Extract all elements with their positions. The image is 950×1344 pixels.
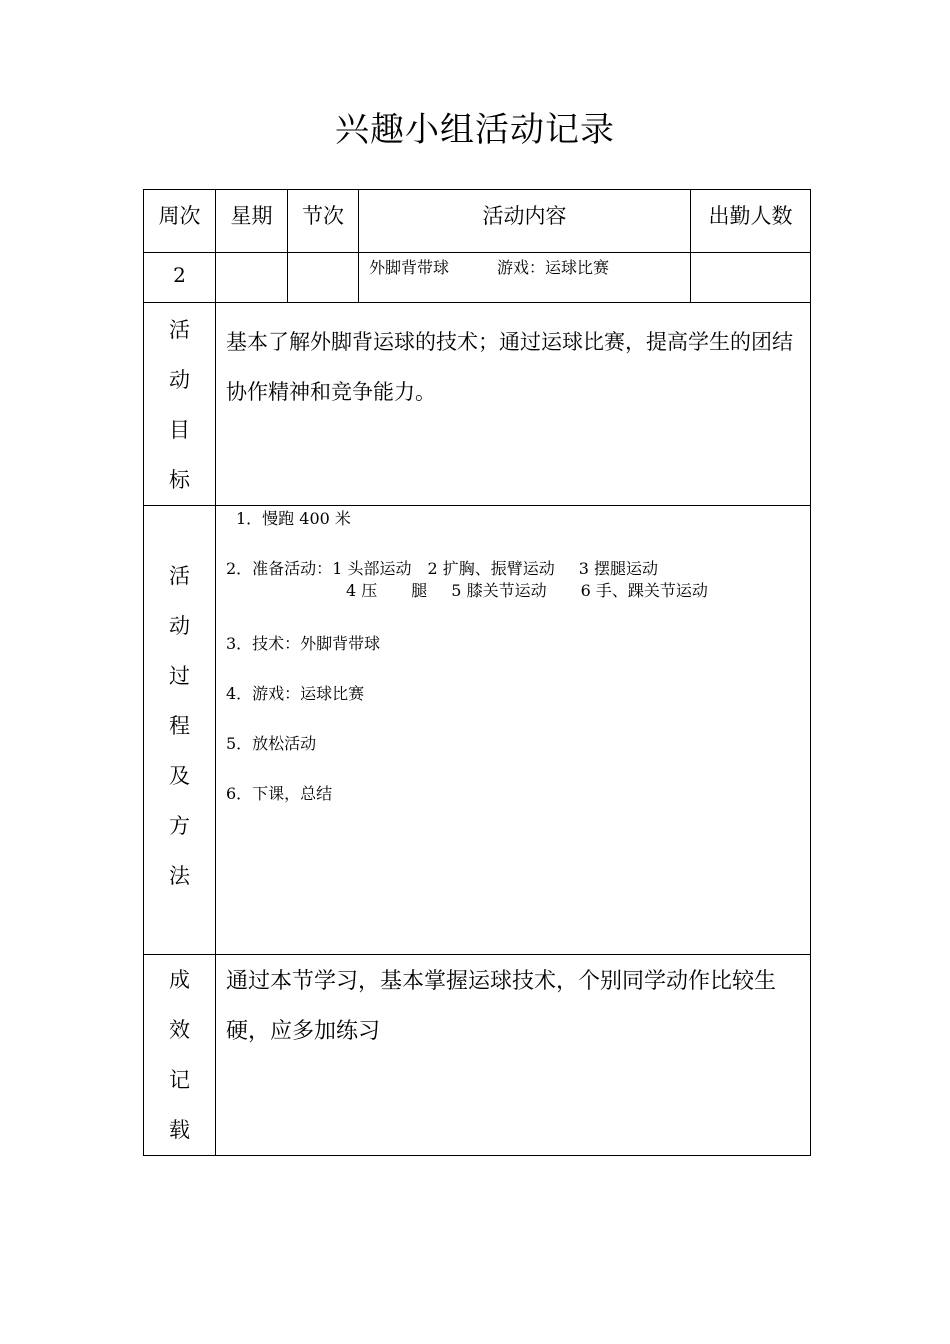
process-step-1: 1．慢跑 400 米 xyxy=(236,509,351,528)
activity-record-table xyxy=(143,189,811,1156)
content-value xyxy=(359,253,691,303)
header-content: 活动内容 xyxy=(359,190,691,253)
process-row xyxy=(144,506,811,955)
result-text: 通过本节学习，基本掌握运球技术，个别同学动作比较生硬，应多加练习 xyxy=(216,955,811,1156)
process-text xyxy=(216,506,811,955)
content-part2: 游戏：运球比赛 xyxy=(497,258,610,277)
goal-text: 基本了解外脚背运球的技术；通过运球比赛，提高学生的团结协作精神和竞争能力。 xyxy=(216,303,811,506)
process-label: 活 动 过 程 及 方 法 xyxy=(144,506,216,955)
weekday-value xyxy=(216,253,288,303)
week-value: 2 xyxy=(144,253,216,303)
process-step-2: 2．准备活动：1 头部运动 2 扩胸、振臂运动 3 摆腿运动 4 压 腿 5 膝关节运动 6 手、踝关节运动 xyxy=(226,559,708,600)
data-row xyxy=(144,253,811,303)
period-value xyxy=(288,253,359,303)
goal-label: 活 动 目 标 xyxy=(144,303,216,506)
result-row xyxy=(144,955,811,1156)
result-label: 成 效 记 载 xyxy=(144,955,216,1156)
process-step-5: 5．放松活动 xyxy=(226,734,317,753)
header-period: 节次 xyxy=(288,190,359,253)
attendance-value xyxy=(691,253,811,303)
process-step-3: 3．技术：外脚背带球 xyxy=(226,634,381,653)
header-row xyxy=(144,190,811,253)
content-part1: 外脚背带球 xyxy=(369,258,450,277)
header-weekday: 星期 xyxy=(216,190,288,253)
page-title: 兴趣小组活动记录 xyxy=(335,110,615,150)
process-step-6: 6．下课，总结 xyxy=(226,784,333,803)
process-step-4: 4．游戏：运球比赛 xyxy=(226,684,365,703)
header-week: 周次 xyxy=(144,190,216,253)
header-attendance: 出勤人数 xyxy=(691,190,811,253)
goal-row xyxy=(144,303,811,506)
